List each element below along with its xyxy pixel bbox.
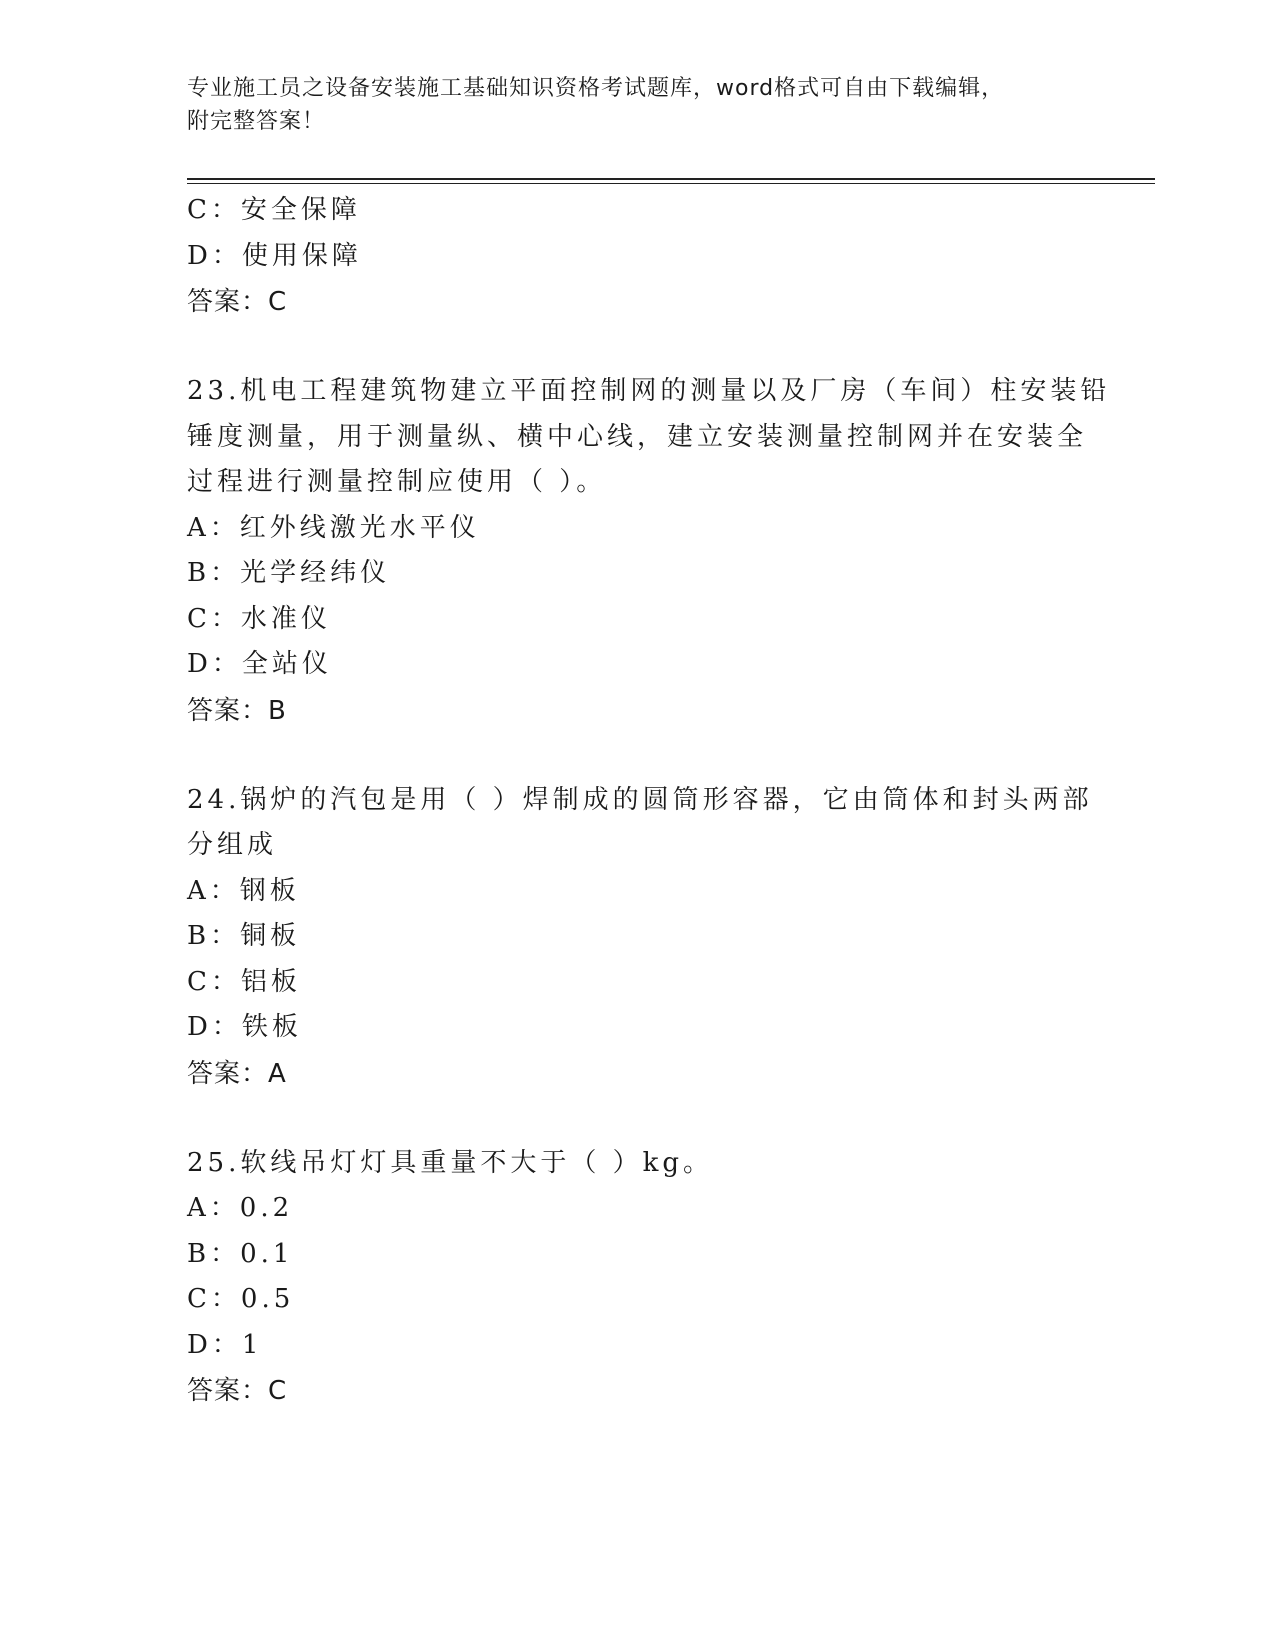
question-stem-line: 过程进行测量控制应使用（ ）。 (187, 467, 607, 497)
option-key: B： (187, 921, 241, 951)
question-list (187, 188, 1111, 1414)
option-b (187, 551, 1087, 597)
question-stem-line: 锤度测量，用于测量纵、横中心线，建立安装测量控制网并在安装全 (187, 421, 1088, 452)
option-a (187, 506, 1087, 552)
question-stem (187, 778, 1093, 869)
header-title-line-1: 专业施工员之设备安装施工基础知识资格考试题库，word格式可自由下载编辑， (187, 76, 1005, 101)
option-key: A： (187, 875, 240, 906)
question-stem (187, 369, 1111, 506)
option-c (187, 597, 1087, 643)
option-text: 安全保障 (240, 195, 361, 225)
header-divider-thin (187, 183, 1155, 184)
question-stem-line: 24.锅炉的汽包是用（ ）焊制成的圆筒形容器，它由筒体和封头两部 (187, 784, 1093, 815)
option-a (187, 1186, 1087, 1232)
option-d (187, 234, 1087, 280)
option-key: B： (187, 1238, 241, 1269)
option-text: 0.1 (240, 1238, 294, 1269)
answer-line: 答案：A (187, 1058, 287, 1089)
option-text: 0.2 (239, 1193, 294, 1223)
option-key: D： (187, 1329, 242, 1360)
option-key: D： (187, 649, 242, 679)
option-text: 1 (241, 1329, 263, 1360)
answer-line: 答案：C (187, 287, 288, 317)
answer-line: 答案：B (187, 695, 287, 726)
option-c (187, 1277, 1087, 1323)
option-a (187, 869, 1087, 915)
option-c (187, 188, 1087, 234)
option-key: C： (187, 195, 241, 225)
header-title-line-2: 附完整答案！ (187, 109, 326, 134)
option-text: 0.5 (240, 1284, 295, 1314)
question-24 (187, 778, 1093, 1097)
option-key: A： (187, 1193, 240, 1223)
option-text: 红外线激光水平仪 (239, 512, 480, 543)
option-key: D： (187, 240, 242, 271)
option-key: A： (187, 512, 240, 543)
option-text: 铜板 (240, 921, 301, 951)
option-c (187, 960, 1087, 1006)
question-22-continued (187, 188, 1087, 325)
option-text: 全站仪 (241, 649, 332, 679)
question-25 (187, 1141, 1087, 1415)
question-stem (187, 1141, 1087, 1187)
question-stem-line: 25.软线吊灯灯具重量不大于（ ）kg。 (187, 1147, 714, 1178)
option-key: C： (187, 1284, 241, 1314)
option-key: C： (187, 603, 241, 634)
option-d (187, 1323, 1087, 1369)
question-stem-line: 分组成 (187, 830, 278, 860)
answer-line: 答案：C (187, 1376, 288, 1406)
question-23 (187, 369, 1111, 734)
option-text: 铁板 (241, 1012, 302, 1042)
option-d (187, 1005, 1087, 1051)
option-b (187, 1232, 1087, 1278)
header-divider-thick (187, 178, 1155, 180)
question-stem-line: 23.机电工程建筑物建立平面控制网的测量以及厂房（车间）柱安装铅 (187, 376, 1111, 406)
document-header (187, 72, 1067, 138)
option-text: 钢板 (239, 875, 300, 906)
option-b (187, 914, 1087, 960)
option-text: 铝板 (240, 966, 301, 997)
option-d (187, 642, 1087, 688)
option-key: D： (187, 1012, 242, 1042)
option-key: B： (187, 558, 241, 588)
option-text: 水准仪 (240, 603, 331, 634)
option-text: 光学经纬仪 (240, 558, 391, 588)
option-text: 使用保障 (241, 240, 362, 271)
option-key: C： (187, 966, 241, 997)
